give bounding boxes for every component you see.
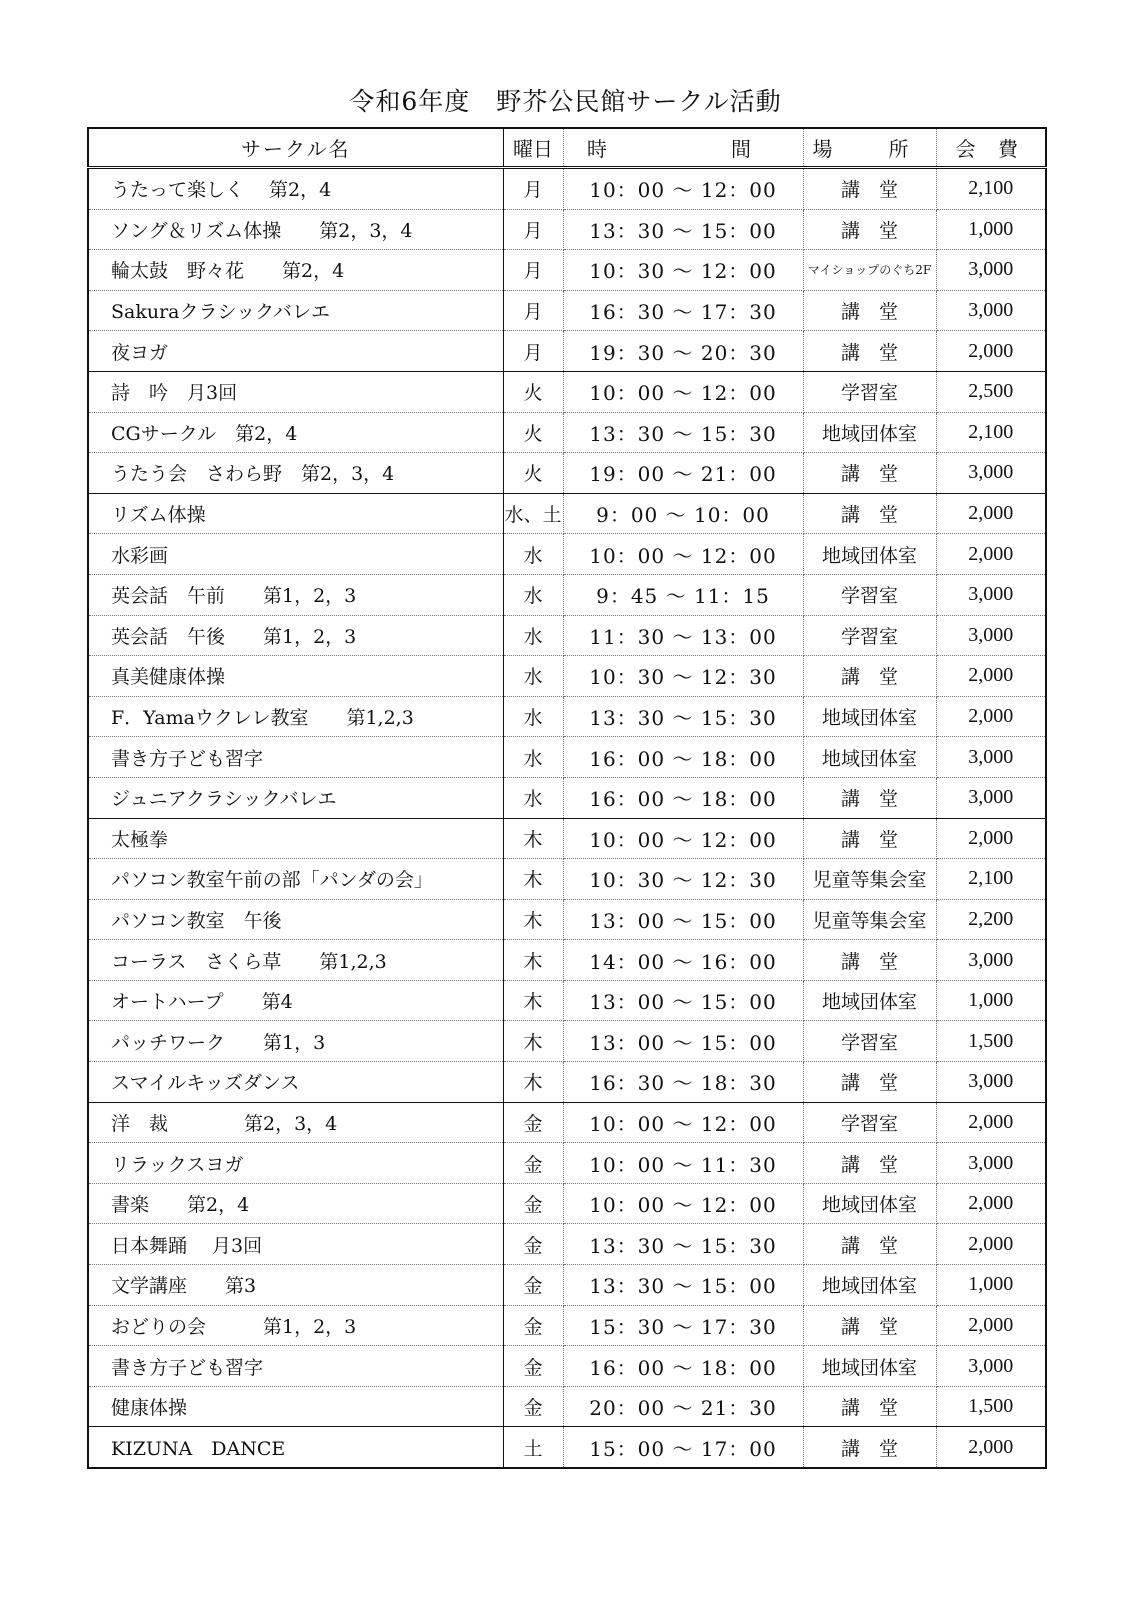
time-cell: 13：30 ～ 15：30: [563, 696, 803, 737]
table-row: [88, 534, 1046, 575]
place-cell: 児童等集会室: [803, 859, 936, 900]
time-cell: 15：00 ～ 17：00: [563, 1427, 803, 1468]
fee-cell: 2,100: [936, 168, 1046, 210]
time-cell: 10：00 ～ 11：30: [563, 1143, 803, 1184]
time-cell: 10：30 ～ 12：00: [563, 250, 803, 291]
day-cell: 金: [503, 1102, 563, 1143]
day-cell: 木: [503, 1021, 563, 1062]
table-row: [88, 1346, 1046, 1387]
fee-cell: 3,000: [936, 777, 1046, 818]
day-cell: 月: [503, 168, 563, 210]
fee-cell: 3,000: [936, 1062, 1046, 1103]
circle-name-cell: うたう会 さわら野 第2，3，4: [88, 453, 503, 494]
day-cell: 月: [503, 250, 563, 291]
time-cell: 10：00 ～ 12：00: [563, 818, 803, 859]
fee-cell: 2,500: [936, 371, 1046, 412]
day-cell: 金: [503, 1183, 563, 1224]
day-cell: 水: [503, 534, 563, 575]
circle-name-cell: ジュニアクラシックバレエ: [88, 777, 503, 818]
day-cell: 金: [503, 1224, 563, 1265]
circle-name-cell: リラックスヨガ: [88, 1143, 503, 1184]
fee-cell: 2,000: [936, 331, 1046, 372]
table-row: [88, 493, 1046, 534]
place-cell: 地域団体室: [803, 1346, 936, 1387]
time-cell: 9：00 ～ 10：00: [563, 493, 803, 534]
day-cell: 月: [503, 209, 563, 250]
table-row: [88, 412, 1046, 453]
time-cell: 10：00 ～ 12：00: [563, 371, 803, 412]
circle-schedule-table: [87, 127, 1047, 1469]
circle-name-cell: 文学講座 第3: [88, 1265, 503, 1306]
time-cell: 10：00 ～ 12：00: [563, 168, 803, 210]
circle-name-cell: Sakuraクラシックバレエ: [88, 290, 503, 331]
fee-cell: 2,000: [936, 1305, 1046, 1346]
table-row: [88, 615, 1046, 656]
day-cell: 金: [503, 1143, 563, 1184]
time-cell: 13：30 ～ 15：30: [563, 412, 803, 453]
day-cell: 金: [503, 1346, 563, 1387]
time-cell: 10：00 ～ 12：00: [563, 1102, 803, 1143]
fee-cell: 3,000: [936, 615, 1046, 656]
circle-name-cell: スマイルキッズダンス: [88, 1062, 503, 1103]
circle-name-cell: 健康体操: [88, 1386, 503, 1427]
table-row: [88, 168, 1046, 210]
day-cell: 金: [503, 1386, 563, 1427]
place-cell: 講 堂: [803, 1224, 936, 1265]
fee-cell: 1,000: [936, 1265, 1046, 1306]
time-cell: 13：30 ～ 15：30: [563, 1224, 803, 1265]
circle-name-cell: 洋 裁 第2，3，4: [88, 1102, 503, 1143]
place-cell: 講 堂: [803, 209, 936, 250]
place-cell: 地域団体室: [803, 696, 936, 737]
day-cell: 水: [503, 737, 563, 778]
circle-name-cell: リズム体操: [88, 493, 503, 534]
place-cell: 地域団体室: [803, 980, 936, 1021]
day-cell: 木: [503, 940, 563, 981]
table-row: [88, 574, 1046, 615]
place-cell: 講 堂: [803, 1386, 936, 1427]
place-cell: 地域団体室: [803, 412, 936, 453]
place-cell: 講 堂: [803, 656, 936, 697]
day-cell: 水: [503, 574, 563, 615]
fee-cell: 3,000: [936, 250, 1046, 291]
fee-cell: 2,000: [936, 696, 1046, 737]
table-row: [88, 1143, 1046, 1184]
table-row: [88, 1386, 1046, 1427]
table-row: [88, 1224, 1046, 1265]
time-cell: 16：00 ～ 18：00: [563, 737, 803, 778]
circle-name-cell: パッチワーク 第1，3: [88, 1021, 503, 1062]
table-row: [88, 209, 1046, 250]
header-time: 時 間: [563, 128, 803, 168]
circle-name-cell: おどりの会 第1，2，3: [88, 1305, 503, 1346]
day-cell: 火: [503, 453, 563, 494]
circle-name-cell: 英会話 午後 第1，2，3: [88, 615, 503, 656]
fee-cell: 3,000: [936, 1143, 1046, 1184]
day-cell: 月: [503, 290, 563, 331]
fee-cell: 3,000: [936, 737, 1046, 778]
day-cell: 月: [503, 331, 563, 372]
time-cell: 16：30 ～ 18：30: [563, 1062, 803, 1103]
fee-cell: 2,000: [936, 818, 1046, 859]
table-row: [88, 371, 1046, 412]
document-title: 令和6年度 野芥公民館サークル活動: [349, 87, 782, 116]
place-cell: 学習室: [803, 371, 936, 412]
circle-name-cell: うたって楽しく 第2，4: [88, 168, 503, 210]
fee-cell: 2,200: [936, 899, 1046, 940]
time-cell: 13：30 ～ 15：00: [563, 209, 803, 250]
schedule-body: [88, 168, 1046, 1469]
table-row: [88, 859, 1046, 900]
place-cell: 講 堂: [803, 1062, 936, 1103]
place-cell: マイショップのぐち2F: [803, 250, 936, 291]
day-cell: 木: [503, 1062, 563, 1103]
place-cell: 講 堂: [803, 290, 936, 331]
fee-cell: 2,100: [936, 859, 1046, 900]
table-row: [88, 1021, 1046, 1062]
day-cell: 水: [503, 656, 563, 697]
table-row: [88, 331, 1046, 372]
day-cell: 木: [503, 859, 563, 900]
header-day: 曜日: [503, 128, 563, 168]
header-name: サークル名: [88, 128, 503, 168]
header-row: [88, 128, 1046, 168]
place-cell: 講 堂: [803, 331, 936, 372]
time-cell: 10：00 ～ 12：00: [563, 1183, 803, 1224]
time-cell: 13：00 ～ 15：00: [563, 1021, 803, 1062]
table-row: [88, 940, 1046, 981]
fee-cell: 2,000: [936, 534, 1046, 575]
circle-name-cell: KIZUNA DANCE: [88, 1427, 503, 1468]
time-cell: 19：30 ～ 20：30: [563, 331, 803, 372]
place-cell: 講 堂: [803, 777, 936, 818]
fee-cell: 2,000: [936, 1102, 1046, 1143]
table-row: [88, 1062, 1046, 1103]
day-cell: 木: [503, 899, 563, 940]
place-cell: 地域団体室: [803, 1183, 936, 1224]
table-row: [88, 250, 1046, 291]
time-cell: 16：00 ～ 18：00: [563, 777, 803, 818]
time-cell: 13：30 ～ 15：00: [563, 1265, 803, 1306]
place-cell: 講 堂: [803, 168, 936, 210]
fee-cell: 3,000: [936, 290, 1046, 331]
place-cell: 学習室: [803, 615, 936, 656]
circle-name-cell: 輪太鼓 野々花 第2，4: [88, 250, 503, 291]
table-row: [88, 696, 1046, 737]
place-cell: 講 堂: [803, 453, 936, 494]
time-cell: 16：30 ～ 17：30: [563, 290, 803, 331]
table-row: [88, 1305, 1046, 1346]
day-cell: 金: [503, 1305, 563, 1346]
fee-cell: 1,000: [936, 209, 1046, 250]
table-row: [88, 980, 1046, 1021]
time-cell: 20：00 ～ 21：30: [563, 1386, 803, 1427]
time-cell: 14：00 ～ 16：00: [563, 940, 803, 981]
day-cell: 金: [503, 1265, 563, 1306]
place-cell: 学習室: [803, 1102, 936, 1143]
place-cell: 講 堂: [803, 1427, 936, 1468]
circle-name-cell: 英会話 午前 第1，2，3: [88, 574, 503, 615]
fee-cell: 2,000: [968, 1435, 1014, 1458]
place-cell: 地域団体室: [803, 1265, 936, 1306]
table-row: [88, 899, 1046, 940]
circle-name-cell: コーラス さくら草 第1,2,3: [88, 940, 503, 981]
day-cell: 木: [503, 818, 563, 859]
time-cell: 10：30 ～ 12：30: [563, 656, 803, 697]
time-cell: 10：00 ～ 12：00: [563, 534, 803, 575]
place-cell: 地域団体室: [803, 737, 936, 778]
fee-cell: 3,000: [936, 453, 1046, 494]
table-row: [88, 737, 1046, 778]
fee-cell: 1,500: [936, 1386, 1046, 1427]
fee-cell: 2,000: [936, 493, 1046, 534]
table-row: [88, 453, 1046, 494]
circle-name-cell: 書き方子ども習字: [88, 1346, 503, 1387]
circle-name-cell: ソング＆リズム体操 第2，3，4: [88, 209, 503, 250]
fee-cell: 3,000: [936, 1346, 1046, 1387]
fee-cell: 3,000: [936, 940, 1046, 981]
circle-name-cell: 水彩画: [88, 534, 503, 575]
fee-cell: 2,000: [936, 1224, 1046, 1265]
table-row: [88, 777, 1046, 818]
circle-name-cell: 日本舞踊 月3回: [88, 1224, 503, 1265]
circle-name-cell: パソコン教室午前の部「パンダの会」: [88, 859, 503, 900]
place-cell: 学習室: [803, 574, 936, 615]
day-cell: 火: [503, 371, 563, 412]
table-row: [88, 1102, 1046, 1143]
time-cell: 13：00 ～ 15：00: [563, 980, 803, 1021]
fee-cell: 1,500: [936, 1021, 1046, 1062]
circle-name-cell: CGサークル 第2，4: [88, 412, 503, 453]
day-cell: 水、土: [503, 493, 563, 534]
fee-cell: 2,100: [936, 412, 1046, 453]
circle-name-cell: 真美健康体操: [88, 656, 503, 697]
day-cell: 水: [503, 696, 563, 737]
circle-name-cell: 書き方子ども習字: [88, 737, 503, 778]
fee-cell: 1,000: [936, 980, 1046, 1021]
circle-name-cell: オートハープ 第4: [88, 980, 503, 1021]
place-cell: 地域団体室: [803, 534, 936, 575]
circle-name-cell: パソコン教室 午後: [88, 899, 503, 940]
fee-cell: 2,000: [936, 1183, 1046, 1224]
place-cell: 講 堂: [803, 493, 936, 534]
table-row: [88, 290, 1046, 331]
place-cell: 講 堂: [803, 1305, 936, 1346]
table-row: [88, 818, 1046, 859]
day-cell: 水: [503, 615, 563, 656]
place-cell: 児童等集会室: [803, 899, 936, 940]
circle-name-cell: 詩 吟 月3回: [88, 371, 503, 412]
place-cell: 学習室: [803, 1021, 936, 1062]
header-fee: 会 費: [936, 128, 1046, 168]
time-cell: 11：30 ～ 13：00: [563, 615, 803, 656]
table-row: [88, 656, 1046, 697]
table-row: [88, 1183, 1046, 1224]
circle-name-cell: 夜ヨガ: [88, 331, 503, 372]
table-row: [88, 1427, 1046, 1468]
time-cell: 19：00 ～ 21：00: [563, 453, 803, 494]
time-cell: 15：30 ～ 17：30: [563, 1305, 803, 1346]
circle-name-cell: F．Yamaウクレレ教室 第1,2,3: [88, 696, 503, 737]
day-cell: 火: [503, 412, 563, 453]
day-cell: 水: [503, 777, 563, 818]
table-row: [88, 1265, 1046, 1306]
day-cell: 土: [503, 1427, 563, 1468]
place-cell: 講 堂: [803, 818, 936, 859]
header-place: 場 所: [803, 128, 936, 168]
place-cell: 講 堂: [803, 940, 936, 981]
circle-name-cell: 太極拳: [88, 818, 503, 859]
time-cell: 13：00 ～ 15：00: [563, 899, 803, 940]
fee-cell: 2,000: [936, 656, 1046, 697]
time-cell: 10：30 ～ 12：30: [563, 859, 803, 900]
circle-name-cell: 書楽 第2，4: [88, 1183, 503, 1224]
day-cell: 木: [503, 980, 563, 1021]
place-cell: 講 堂: [803, 1143, 936, 1184]
time-cell: 16：00 ～ 18：00: [563, 1346, 803, 1387]
fee-cell: 3,000: [936, 574, 1046, 615]
time-cell: 9：45 ～ 11：15: [563, 574, 803, 615]
